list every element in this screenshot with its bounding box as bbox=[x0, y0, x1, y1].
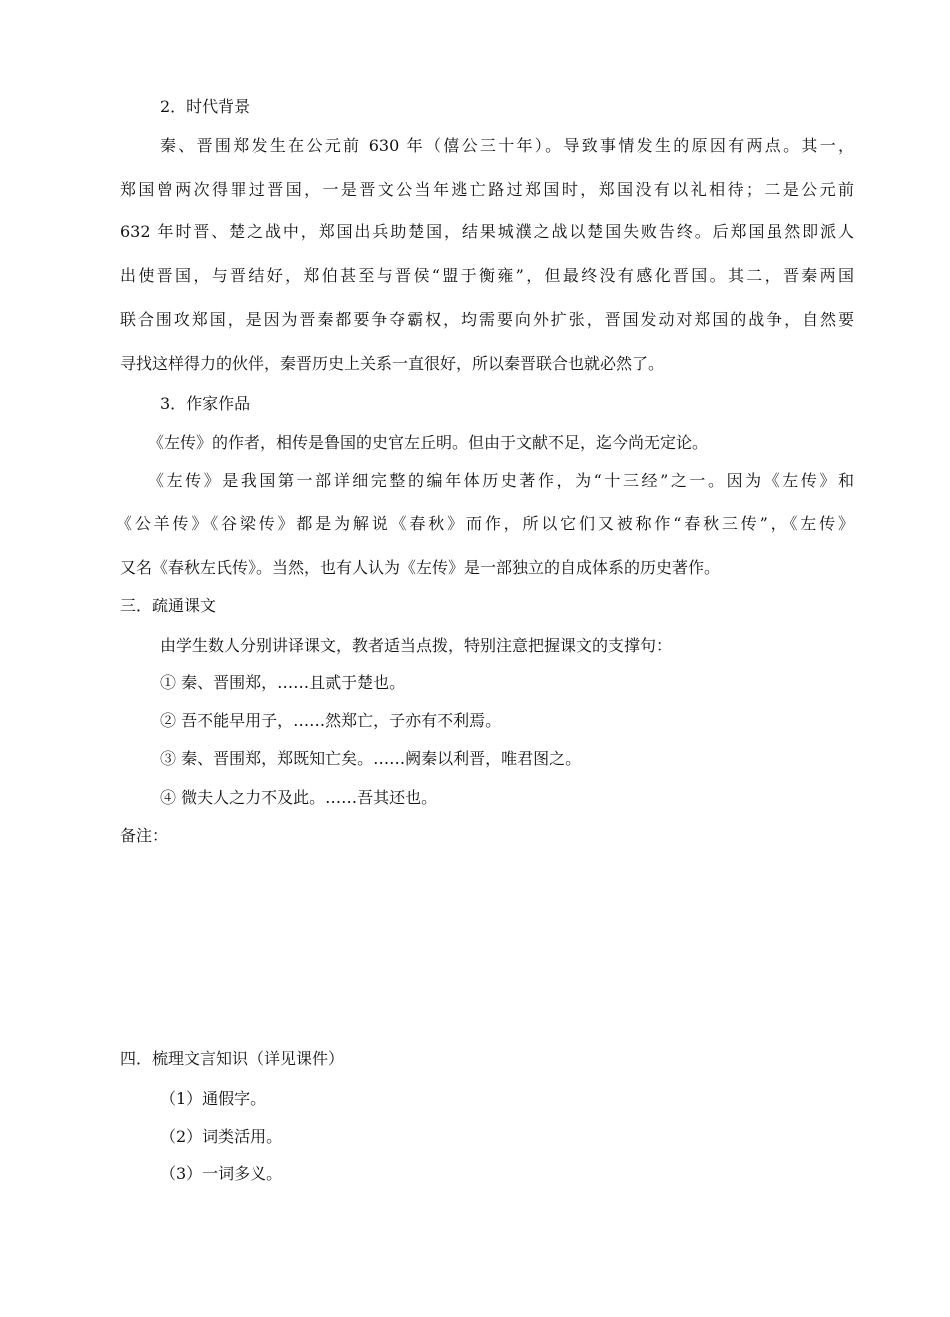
section-2-para-line-1: 秦、晋围郑发生在公元前 630 年（僖公三十年）。导致事情发生的原因有两点。其一， bbox=[160, 136, 854, 155]
section-2-para-line-3: 632 年时晋、楚之战中，郑国出兵助楚国，结果城濮之战以楚国失败告终。后郑国虽然即派人 bbox=[120, 222, 854, 241]
section-2-heading: 2．时代背景 bbox=[160, 97, 251, 116]
section-2-para-line-2: 郑国曾两次得罪过晋国，一是晋文公当年逃亡路过郑国时，郑国没有以礼相待；二是公元前 bbox=[120, 180, 854, 199]
section-3-para-2-line-2: 《公羊传》《谷梁传》都是为解说《春秋》而作，所以它们又被称作“春秋三传”，《左传》 bbox=[116, 514, 854, 533]
knowledge-item-2: （2）词类活用。 bbox=[160, 1127, 283, 1146]
support-sentence-3: ③ 秦、晋围郑，郑既知亡矣。……阙秦以利晋，唯君图之。 bbox=[160, 749, 582, 768]
part-3-intro: 由学生数人分别讲译课文，教者适当点拨，特别注意把握课文的支撑句： bbox=[160, 636, 673, 655]
support-sentence-1: ① 秦、晋围郑，……且贰于楚也。 bbox=[160, 673, 406, 692]
support-sentence-2: ② 吾不能早用子，……然郑亡，子亦有不利焉。 bbox=[160, 711, 502, 730]
section-3-para-2-line-1: 《左传》是我国第一部详细完整的编年体历史著作，为“十三经”之一。因为《左传》和 bbox=[148, 471, 854, 490]
section-3-para-2-line-3: 又名《春秋左氏传》。当然，也有人认为《左传》是一部独立的自成体系的历史著作。 bbox=[120, 558, 721, 577]
part-3-heading: 三．疏通课文 bbox=[120, 596, 217, 615]
knowledge-item-3: （3）一词多义。 bbox=[160, 1164, 283, 1183]
note-label: 备注： bbox=[120, 826, 169, 845]
section-3-heading: 3．作家作品 bbox=[160, 394, 251, 413]
support-sentence-4: ④ 微夫人之力不及此。……吾其还也。 bbox=[160, 788, 438, 807]
section-2-para-line-6: 寻找这样得力的伙伴，秦晋历史上关系一直很好，所以秦晋联合也就必然了。 bbox=[120, 354, 665, 373]
knowledge-item-1: （1）通假字。 bbox=[160, 1089, 267, 1108]
section-2-para-line-5: 联合围攻郑国，是因为晋秦都要争夺霸权，均需要向外扩张，晋国发动对郑国的战争，自然要 bbox=[120, 310, 854, 329]
section-2-para-line-4: 出使晋国，与晋结好，郑伯甚至与晋侯“盟于衡雍”，但最终没有感化晋国。其二，晋秦两国 bbox=[120, 266, 854, 285]
section-3-para-1: 《左传》的作者，相传是鲁国的史官左丘明。但由于文献不足，迄今尚无定论。 bbox=[148, 433, 709, 452]
part-4-heading: 四．梳理文言知识（详见课件） bbox=[120, 1049, 345, 1068]
